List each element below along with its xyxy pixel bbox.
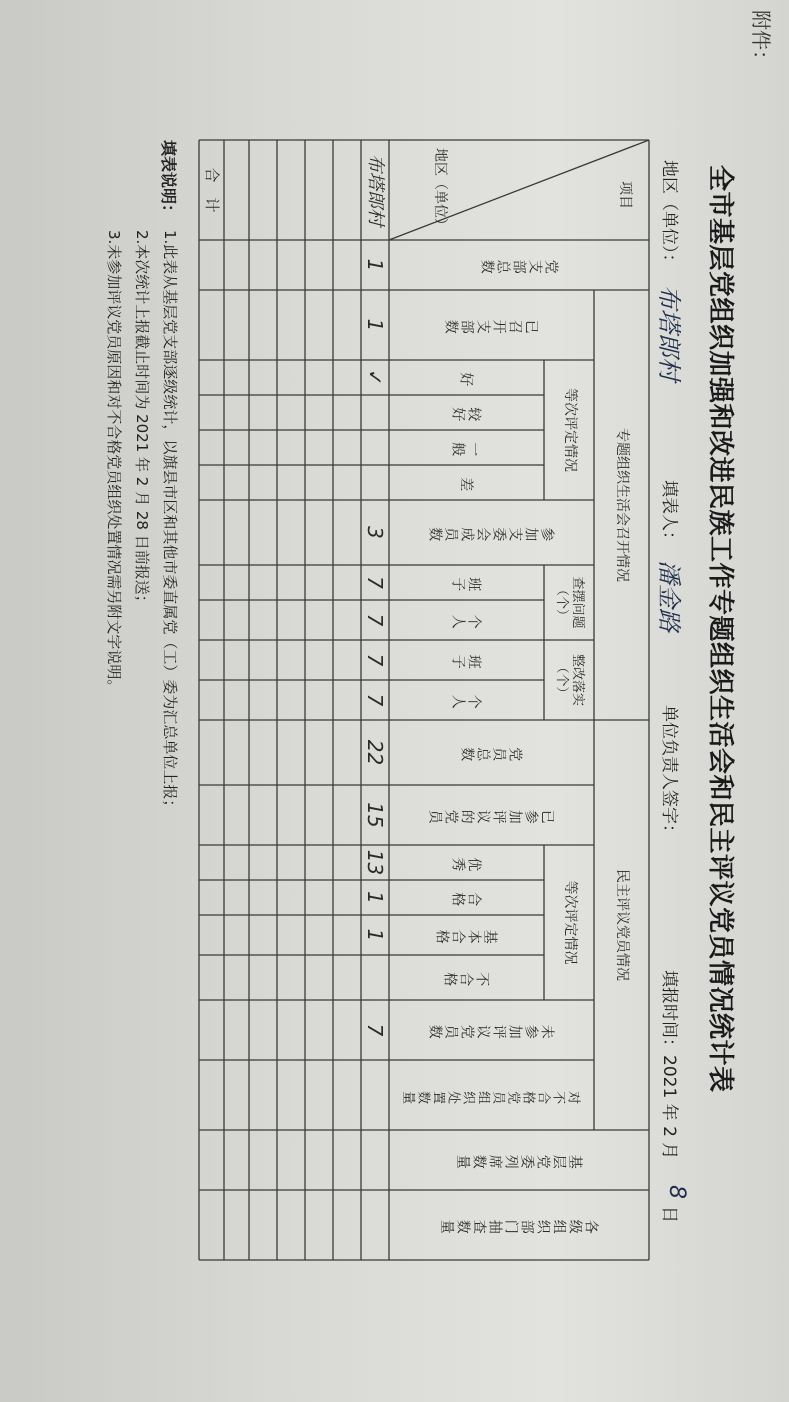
date-suffix: 日	[659, 1206, 679, 1223]
filler-handwritten: 潘金路	[655, 560, 683, 632]
header-fix-team: 班子	[450, 652, 483, 669]
header-grade-normal: 一般	[450, 440, 483, 457]
row-member-total: 22	[363, 739, 388, 766]
header-grade-excellent: 优秀	[450, 855, 483, 872]
row-pass: 1	[363, 891, 388, 904]
total-row-label: 合 计	[202, 167, 221, 213]
header-fix-person: 个人	[450, 692, 483, 709]
header-found-team: 班子	[450, 575, 483, 592]
header-party-branch-total: 党支部总数	[479, 257, 559, 274]
note-1: 1.此表从基层党支部逐级统计，以旗县市区和其他市委直属党（工）委为汇总单位上报；	[161, 230, 179, 815]
row-found-person: 7	[363, 613, 388, 627]
row-found-team: 7	[363, 576, 388, 589]
header-grade-basic: 基本合格	[434, 927, 499, 944]
header-grade-fail: 不合格	[442, 970, 491, 987]
row-joined: 15	[363, 802, 388, 828]
header-grade-bad: 差	[458, 475, 475, 492]
header-joined-members: 已参加评议的党员	[427, 807, 556, 824]
header-problems-found: 查摆问题（个）	[554, 576, 586, 629]
row-fail	[361, 955, 389, 1000]
note-2: 2.本次统计上报截止时间为 2021 年 2 月 28 日前报送；	[133, 230, 151, 610]
row-party-total: 1	[363, 258, 388, 272]
region-handwritten: 布塔郎村	[655, 285, 683, 381]
header-committee-attend: 基层党委列席数量	[455, 1152, 583, 1169]
row-region: 布塔郎村	[365, 154, 387, 226]
header-grade-good: 好	[458, 370, 475, 387]
row-members: 3	[363, 526, 388, 539]
header-member-total: 党员总数	[459, 745, 524, 762]
row-grade-good: ✓	[363, 369, 388, 386]
date-day-handwritten: 8	[664, 1185, 689, 1199]
region-label: 地区（单位）：	[659, 160, 679, 271]
header-spot-check: 各级组织部门抽查数量	[439, 1217, 599, 1234]
row-grade-better	[361, 395, 389, 430]
header-committee-members: 参加支委会成员数	[427, 525, 556, 542]
header-found-person: 个人	[450, 612, 483, 629]
row-attend	[361, 1130, 389, 1190]
header-held-branches: 已召开支部数	[443, 317, 540, 334]
note-3: 3.未参加评议党员原因和对不合格党员组织处置情况需另附文字说明。	[105, 230, 123, 695]
row-fix-person: 7	[363, 693, 388, 707]
row-grade-bad	[361, 465, 389, 500]
row-unqualified	[361, 1060, 389, 1130]
document-title: 全市基层党组织加强和改进民族工作专题组织生活会和民主评议党员情况统计表	[705, 165, 735, 1093]
header-grade-pass: 合格	[450, 890, 483, 907]
filler-label: 填表人：	[659, 480, 679, 548]
row-held: 1	[363, 318, 388, 332]
row-fix-team: 7	[363, 653, 388, 667]
row-not-joined: 7	[363, 1023, 388, 1037]
header-rectification: 整改落实（个）	[554, 653, 586, 706]
header-item: 项目	[616, 181, 633, 209]
header-unqualified-handled: 对不合格党员组织处置数量	[401, 1088, 582, 1104]
attachment-label: 附件：	[749, 10, 773, 70]
header-democratic-group: 民主评议党员情况	[614, 869, 631, 981]
notes-label: 填表说明：	[159, 140, 178, 221]
row-basic: 1	[363, 928, 388, 942]
header-grade2-group: 等次评定情况	[561, 880, 578, 965]
row-check	[361, 1190, 389, 1260]
header-region: 地区（单位）	[431, 148, 448, 232]
header-grade-group: 等次评定情况	[561, 388, 578, 472]
header-not-joined: 未参加评议党员数	[427, 1022, 556, 1039]
date-label: 填报时间：2021 年 2 月	[659, 970, 679, 1160]
row-excellent: 13	[363, 849, 388, 876]
header-special-meeting-group: 专题组织生活会召开情况	[614, 428, 631, 582]
header-grade-better: 较好	[450, 405, 483, 422]
signer-label: 单位负责人签字：	[659, 705, 679, 841]
row-grade-normal	[361, 430, 389, 465]
